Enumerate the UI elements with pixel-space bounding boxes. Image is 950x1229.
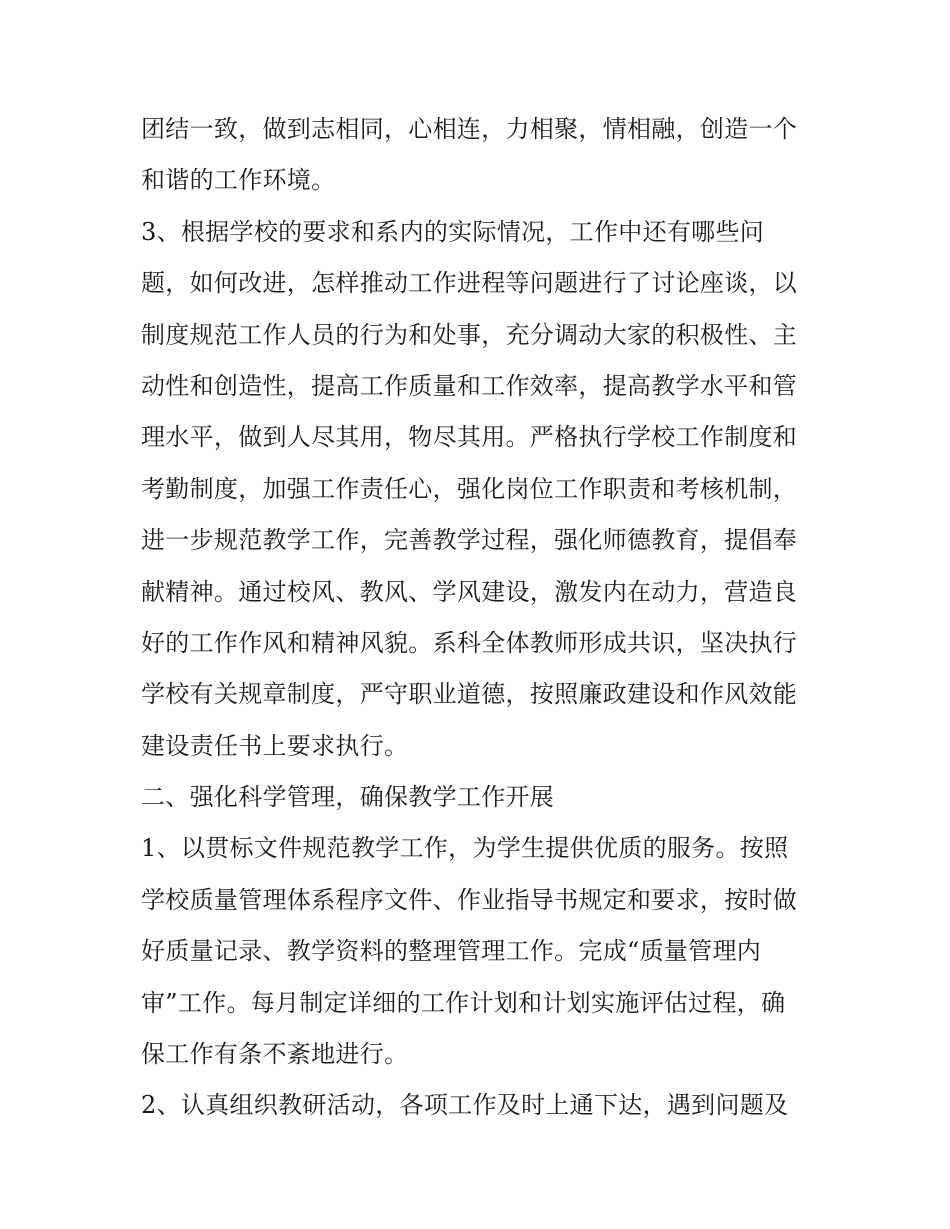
text-line: 1、以贯标文件规范教学工作，为学生提供优质的服务。按照 <box>141 834 789 863</box>
text-line: 题，如何改进，怎样推动工作进程等问题进行了讨论座谈，以 <box>141 269 798 298</box>
text-line: 建设责任书上要求执行。 <box>141 731 409 760</box>
text-line: 审”工作。每月制定详细的工作计划和计划实施评估过程，确 <box>141 988 786 1017</box>
text-line: 动性和创造性，提高工作质量和工作效率，提高教学水平和管 <box>141 371 798 400</box>
text-line: 制度规范工作人员的行为和处事，充分调动大家的积极性、主 <box>141 320 798 349</box>
text-line: 好质量记录、教学资料的整理管理工作。完成“质量管理内 <box>141 937 762 966</box>
text-line: 进一步规范教学工作，完善教学过程，强化师德教育，提倡奉 <box>141 526 798 555</box>
section-heading: 二、强化科学管理，确保教学工作开展 <box>141 783 555 812</box>
text-line: 献精神。通过校风、教风、学风建设，激发内在动力，营造良 <box>141 577 798 606</box>
text-line: 学校质量管理体系程序文件、作业指导书规定和要求，按时做 <box>141 885 798 914</box>
body-text <box>141 108 821 1136</box>
text-line: 2、认真组织教研活动，各项工作及时上通下达，遇到问题及 <box>141 1091 789 1120</box>
text-line: 学校有关规章制度，严守职业道德，按照廉政建设和作风效能 <box>141 680 798 709</box>
text-line: 理水平，做到人尽其用，物尽其用。严格执行学校工作制度和 <box>141 423 798 452</box>
text-line: 3、根据学校的要求和系内的实际情况，工作中还有哪些问 <box>141 217 765 246</box>
text-line: 考勤制度，加强工作责任心，强化岗位工作职责和考核机制， <box>141 474 798 503</box>
text-line: 和谐的工作环境。 <box>141 166 336 195</box>
text-line: 好的工作作风和精神风貌。系科全体教师形成共识，坚决执行 <box>141 628 798 657</box>
text-line: 团结一致，做到志相同，心相连，力相聚，情相融，创造一个 <box>141 115 798 143</box>
text-line: 保工作有条不紊地进行。 <box>141 1040 409 1069</box>
